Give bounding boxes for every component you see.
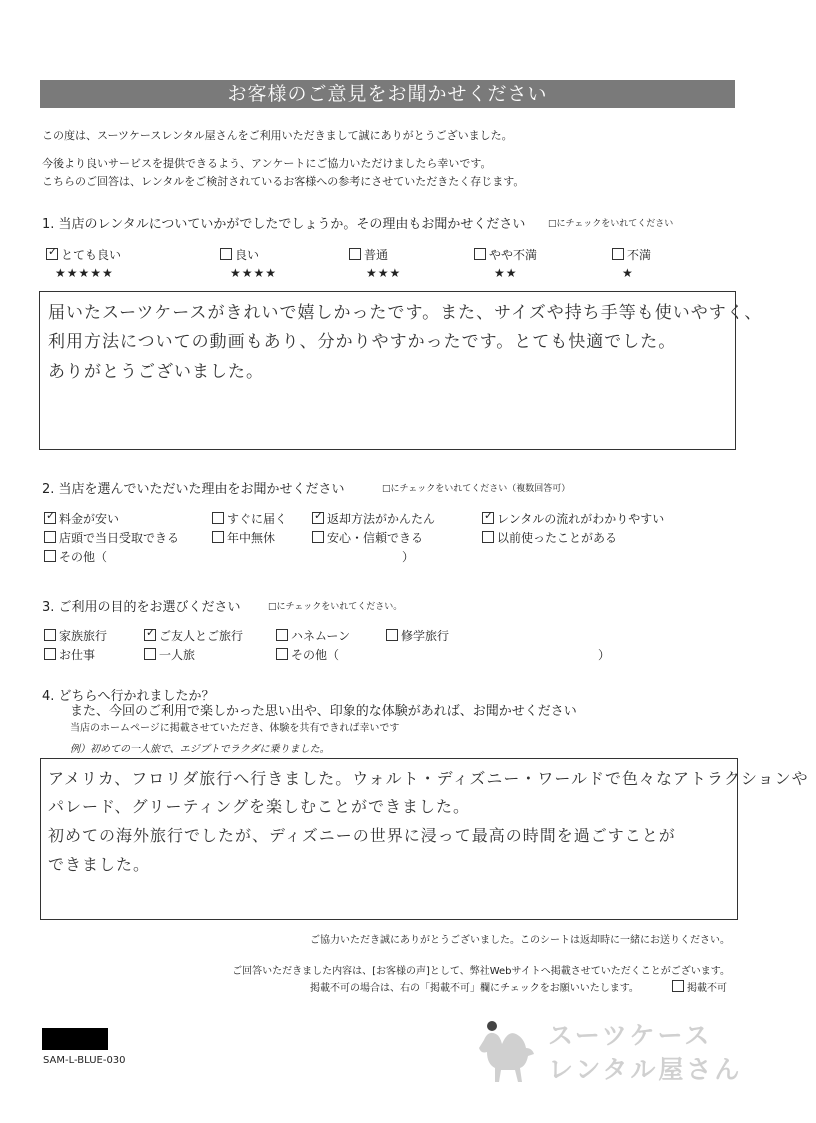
q2-other-close-paren: ）: [402, 550, 415, 564]
q3-option-solo-trip[interactable]: [144, 646, 195, 663]
option-label: 返却方法がかんたん: [327, 512, 436, 526]
camel-icon: [478, 1016, 544, 1082]
q2-option-trustworthy[interactable]: [312, 529, 423, 546]
intro-line-1: この度は、スーツケースレンタル屋さんをご利用いただきまして誠にありがとうございました。: [42, 129, 513, 142]
q3-option-friends-trip[interactable]: [144, 627, 243, 644]
q3-option-other[interactable]: [276, 646, 339, 663]
q1-stars-2: ★★: [494, 266, 518, 280]
q2-option-open-all-year[interactable]: [212, 529, 275, 546]
q1-option-very-good[interactable]: [46, 246, 121, 263]
q1-option-good[interactable]: [220, 246, 259, 263]
checkbox-icon: [386, 629, 398, 641]
checkbox-icon: [44, 512, 56, 524]
checkbox-icon: [44, 629, 56, 641]
q1-stars-1: ★: [622, 266, 634, 280]
option-label: すぐに届く: [227, 512, 288, 526]
q3-option-family-trip[interactable]: [44, 627, 107, 644]
q4-answer-line-3: 初めての海外旅行でしたが、ディズニーの世界に浸って最高の時間を過ごすことが: [48, 826, 676, 845]
q1-option-dissatisfied[interactable]: [612, 246, 651, 263]
q2-option-price[interactable]: [44, 510, 119, 527]
q3-option-school-trip[interactable]: [386, 627, 449, 644]
q4-subquestion: また、今回のご利用で楽しかった思い出や、印象的な体験があれば、お聞かせください: [70, 704, 577, 719]
q2-option-clear-flow[interactable]: [482, 510, 664, 527]
option-label: 以前使ったことがある: [497, 531, 618, 545]
q1-note: □にチェックをいれてください: [548, 219, 674, 229]
checkbox-icon: [212, 512, 224, 524]
checkbox-icon: [474, 248, 486, 260]
q1-stars-5: ★★★★★: [55, 266, 114, 280]
checkbox-icon: [44, 648, 56, 660]
q4-note: 当店のホームページに掲載させていただき、体験を共有できれば幸いです: [70, 723, 400, 734]
option-label: 料金が安い: [59, 512, 120, 526]
q2-question: 2. 当店を選んでいただいた理由をお聞かせください: [42, 482, 345, 497]
option-label: 不満: [627, 248, 652, 262]
q3-question: 3. ご利用の目的をお選びください: [42, 600, 241, 615]
option-label: ご友人とご旅行: [159, 629, 244, 643]
checkbox-icon: [276, 629, 288, 641]
checkbox-icon: [220, 248, 232, 260]
checkbox-icon: [672, 980, 684, 992]
option-label: やや不満: [489, 248, 538, 262]
q2-option-used-before[interactable]: [482, 529, 617, 546]
logo-line-2: レンタル屋さん: [548, 1055, 743, 1084]
intro-line-3: こちらのご回答は、レンタルをご検討されているお客様への参考にさせていただきたく存じます。: [42, 175, 525, 188]
refuse-publication-checkbox[interactable]: [672, 979, 727, 994]
q1-question: 1. 当店のレンタルについていかがでしたでしょうか。その理由もお聞かせください: [42, 217, 526, 232]
checkbox-icon: [212, 531, 224, 543]
checkbox-icon: [482, 512, 494, 524]
checkbox-icon: [144, 629, 156, 641]
company-logo: [478, 1012, 743, 1084]
footer-refuse-notice: 掲載不可の場合は、右の「掲載不可」欄にチェックをお願いいたします。: [310, 983, 639, 994]
option-label: 年中無休: [227, 531, 276, 545]
q3-option-business[interactable]: [44, 646, 95, 663]
option-label: その他（: [59, 550, 108, 564]
redacted-block: [42, 1028, 108, 1050]
footer-thanks: ご協力いただき誠にありがとうございました。このシートは返却時に一緒にお送りください。: [310, 935, 730, 946]
option-label: レンタルの流れがわかりやすい: [497, 512, 665, 526]
q3-other-close-paren: ）: [598, 648, 611, 662]
q4-example: 例）初めての一人旅で、エジプトでラクダに乗りました。: [70, 744, 330, 755]
q1-option-somewhat-dissatisfied[interactable]: [474, 246, 537, 263]
q1-stars-3: ★★★: [366, 266, 402, 280]
option-label: 良い: [235, 248, 260, 262]
option-label: ハネムーン: [291, 629, 351, 643]
checkbox-icon: [46, 248, 58, 260]
intro-line-2: 今後より良いサービスを提供できるよう、アンケートにご協力いただけましたら幸いです。: [42, 157, 492, 170]
refuse-label: 掲載不可: [687, 983, 727, 994]
footer-publish-notice: ご回答いただきました内容は、[お客様の声]として、弊社Webサイトへ掲載させていただくことがございます。: [232, 966, 730, 977]
checkbox-icon: [44, 531, 56, 543]
logo-line-1: スーツケース: [548, 1021, 713, 1050]
q4-answer-line-4: できました。: [48, 855, 151, 874]
option-label: 一人旅: [159, 648, 196, 662]
checkbox-icon: [312, 531, 324, 543]
q3-note: □にチェックをいれてください。: [268, 602, 403, 612]
checkbox-icon: [349, 248, 361, 260]
checkbox-icon: [482, 531, 494, 543]
q2-option-store-pickup[interactable]: [44, 529, 179, 546]
checkbox-icon: [44, 550, 56, 562]
form-code: SAM-L-BLUE-030: [43, 1055, 126, 1066]
q3-option-honeymoon[interactable]: [276, 627, 350, 644]
option-label: 安心・信頼できる: [327, 531, 424, 545]
q1-answer-line-1: 届いたスーツケースがきれいで嬉しかったです。また、サイズや持ち手等も使いやすく、: [48, 303, 763, 323]
option-label: 普通: [364, 248, 389, 262]
option-label: とても良い: [61, 248, 122, 262]
q1-answer-line-3: ありがとうございました。: [48, 362, 264, 382]
q1-stars-4: ★★★★: [230, 266, 278, 280]
checkbox-icon: [276, 648, 288, 660]
checkbox-icon: [312, 512, 324, 524]
q4-answer-line-2: パレード、グリーティングを楽しむことができました。: [48, 797, 470, 816]
q4-question: 4. どちらへ行かれましたか？: [42, 689, 215, 704]
q4-answer-line-1: アメリカ、フロリダ旅行へ行きました。ウォルト・ディズニー・ワールドで色々なアトラクションや: [48, 769, 809, 788]
q2-note: □にチェックをいれてください（複数回答可）: [382, 484, 571, 494]
option-label: 店頭で当日受取できる: [59, 531, 180, 545]
q2-option-other[interactable]: [44, 548, 107, 565]
q2-option-easy-return[interactable]: [312, 510, 435, 527]
option-label: 修学旅行: [401, 629, 450, 643]
option-label: その他（: [291, 648, 340, 662]
option-label: 家族旅行: [59, 629, 108, 643]
checkbox-icon: [612, 248, 624, 260]
q1-option-average[interactable]: [349, 246, 388, 263]
option-label: お仕事: [59, 648, 96, 662]
q1-answer-line-2: 利用方法についての動画もあり、分かりやすかったです。とても快適でした。: [48, 332, 677, 352]
checkbox-icon: [144, 648, 156, 660]
page-title: お客様のご意見をお聞かせください: [40, 80, 735, 108]
q2-option-fast-delivery[interactable]: [212, 510, 287, 527]
